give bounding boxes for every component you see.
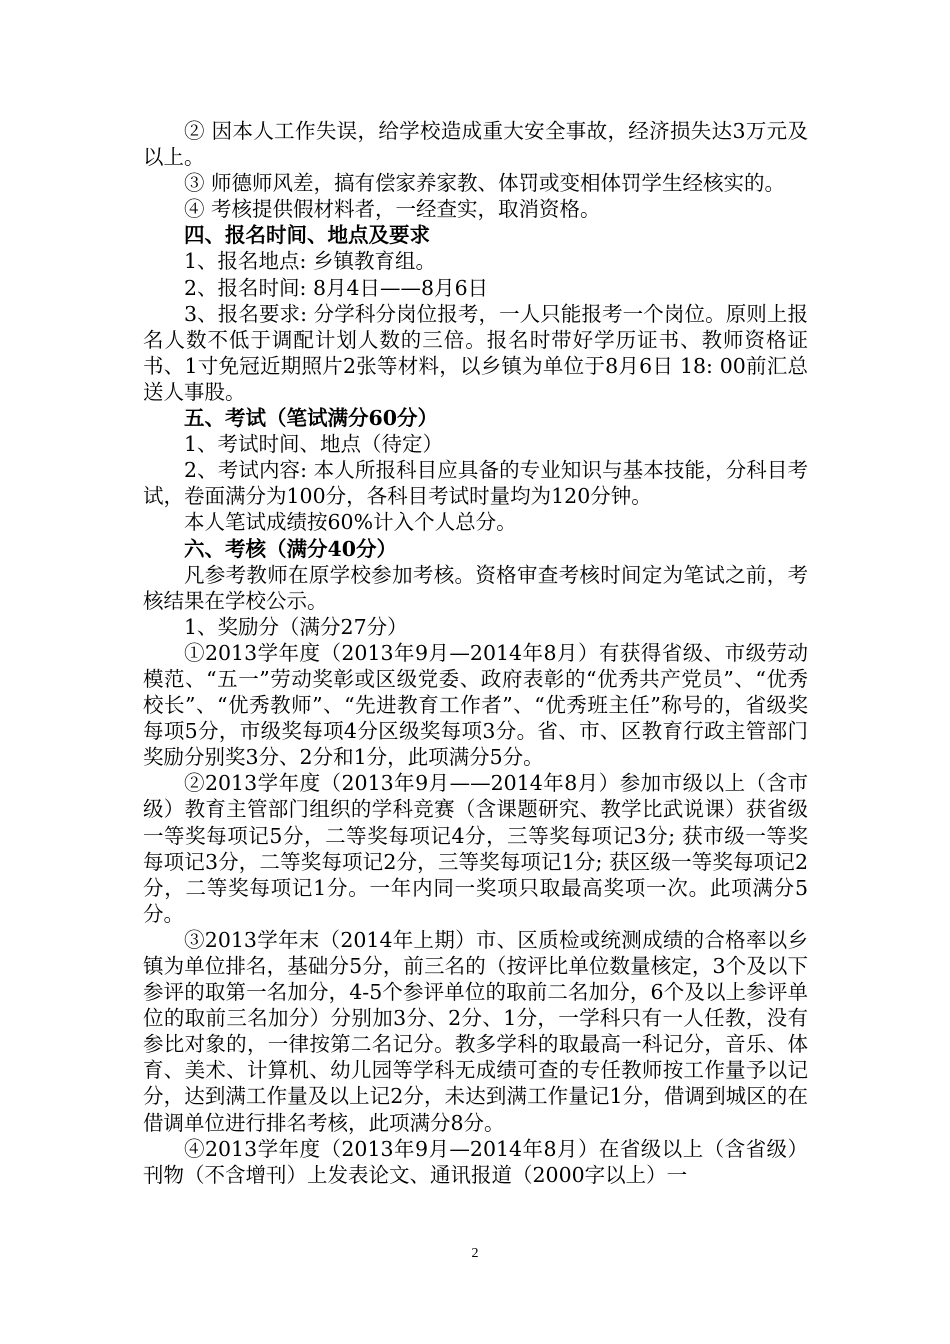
paragraph: ② 因本人工作失误，给学校造成重大安全事故，经济损失达3万元及以上。: [143, 119, 808, 170]
section-heading: 五、考试（笔试满分60分）: [184, 406, 439, 431]
paragraph: 1、报名地点: 乡镇教育组。: [184, 249, 436, 274]
paragraph: ③2013学年末（2014年上期）市、区质检或统测成绩的合格率以乡镇为单位排名，基础分5分，前三名的（按评比单位数量核定，3个及以下参评的取第一名加分，4-5个参评单位的取前二名加分，6个及以上参评单位的取前三名加分）分别加3分、2分、1分，一学科只有一人任教，没有参比对象的，一律按第二名记分。教多学科的取最高一科记分，音乐、体育、美术、计算机、幼儿园等学科无成绩可查的专任教师按工作量予以记分，达到满工作量及以上记2分，未达到满工作量记1分，借调到城区的在借调单位进行排名考核，此项满分8分。: [143, 927, 808, 1135]
section-heading: 六、考核（满分40分）: [184, 536, 398, 561]
paragraph: ②2013学年度（2013年9月——2014年8月）参加市级以上（含市级）教育主管部门组织的学科竞赛（含课题研究、教学比武说课）获省级一等奖每项记5分，二等奖每项记4分，三等奖每项记3分; 获市级一等奖每项记3分，二等奖每项记2分，三等奖每项记1分; 获区级一等奖每项记2分，二等奖每项记1分。一年内同一奖项只取最高奖项一次。此项满分5分。: [143, 771, 808, 926]
paragraph: 凡参考教师在原学校参加考核。资格审查考核时间定为笔试之前，考核结果在学校公示。: [143, 562, 808, 613]
paragraph: 本人笔试成绩按60%计入个人总分。: [184, 510, 517, 535]
paragraph: ④2013学年度（2013年9月—2014年8月）在省级以上（含省级）刊物（不含增刊）上发表论文、通讯报道（2000字以上）一: [143, 1136, 808, 1187]
document-body: [143, 118, 808, 1188]
paragraph: 1、奖励分（满分27分）: [184, 614, 408, 639]
paragraph: ④ 考核提供假材料者，一经查实，取消资格。: [184, 197, 601, 222]
paragraph: ①2013学年度（2013年9月—2014年8月）有获得省级、市级劳动模范、“五一”劳动奖彰或区级党委、政府表彰的“优秀共产党员”、“优秀校长”、“优秀教师”、“先进教育工作者”、“优秀班主任”称号的，省级奖每项5分，市级奖每项4分区级奖每项3分。省、市、区教育行政主管部门奖励分别奖3分、2分和1分，此项满分5分。: [143, 640, 808, 770]
paragraph: 2、考试内容: 本人所报科目应具备的专业知识与基本技能，分科目考试，卷面满分为100分，各科目考试时量均为120分钟。: [143, 458, 808, 509]
paragraph: 2、报名时间: 8月4日——8月6日: [184, 275, 489, 300]
paragraph: 3、报名要求: 分学科分岗位报考，一人只能报考一个岗位。原则上报名人数不低于调配计划人数的三倍。报名时带好学历证书、教师资格证书、1寸免冠近期照片2张等材料，以乡镇为单位于8月6日 18: 00前汇总送人事股。: [143, 301, 808, 404]
page-number: 2: [471, 1246, 479, 1261]
paragraph: 1、考试时间、地点（待定）: [184, 432, 444, 457]
paragraph: ③ 师德师风差，搞有偿家养家教、体罚或变相体罚学生经核实的。: [184, 171, 786, 196]
section-heading: 四、报名时间、地点及要求: [184, 223, 430, 248]
